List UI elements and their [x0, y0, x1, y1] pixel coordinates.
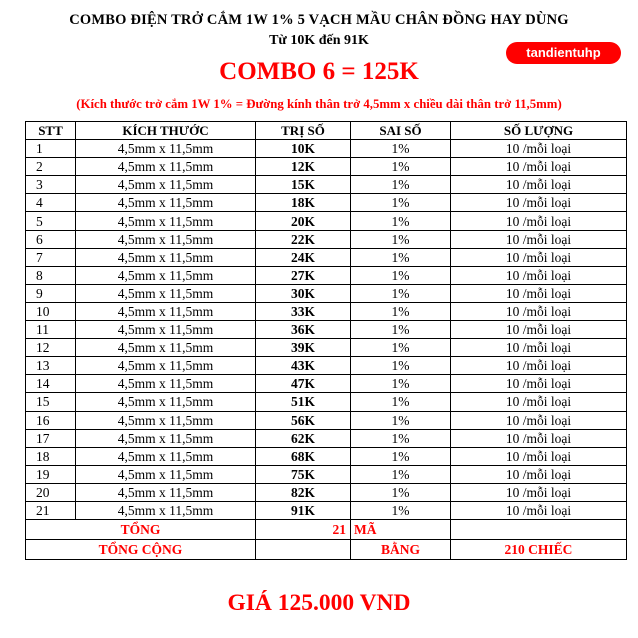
total-empty [451, 520, 627, 540]
quantity-cell: 10 /mỗi loại [451, 321, 627, 339]
stt-cell: 21 [26, 501, 76, 519]
value-cell: 27K [256, 266, 351, 284]
table-row [26, 447, 627, 465]
stt-cell: 1 [26, 140, 76, 158]
size-cell: 4,5mm x 11,5mm [76, 393, 256, 411]
value-cell: 47K [256, 375, 351, 393]
brand-badge: tandientuhp [506, 42, 621, 64]
value-cell: 18K [256, 194, 351, 212]
value-cell: 75K [256, 465, 351, 483]
quantity-cell: 10 /mỗi loại [451, 140, 627, 158]
stt-cell: 15 [26, 393, 76, 411]
quantity-cell: 10 /mỗi loại [451, 248, 627, 266]
table-row [26, 339, 627, 357]
total-unit: MÃ [351, 520, 451, 540]
header-value: TRỊ SỐ [256, 122, 351, 140]
stt-cell: 8 [26, 266, 76, 284]
value-cell: 24K [256, 248, 351, 266]
quantity-cell: 10 /mỗi loại [451, 158, 627, 176]
value-cell: 10K [256, 140, 351, 158]
table-row [26, 158, 627, 176]
stt-cell: 18 [26, 447, 76, 465]
table-row [26, 302, 627, 320]
tolerance-cell: 1% [351, 483, 451, 501]
grand-total-empty [256, 540, 351, 560]
tolerance-cell: 1% [351, 339, 451, 357]
value-cell: 82K [256, 483, 351, 501]
size-cell: 4,5mm x 11,5mm [76, 411, 256, 429]
header-size: KÍCH THƯỚC [76, 122, 256, 140]
stt-cell: 11 [26, 321, 76, 339]
size-cell: 4,5mm x 11,5mm [76, 176, 256, 194]
stt-cell: 5 [26, 212, 76, 230]
value-cell: 12K [256, 158, 351, 176]
size-cell: 4,5mm x 11,5mm [76, 321, 256, 339]
quantity-cell: 10 /mỗi loại [451, 266, 627, 284]
quantity-cell: 10 /mỗi loại [451, 176, 627, 194]
quantity-cell: 10 /mỗi loại [451, 501, 627, 519]
value-cell: 15K [256, 176, 351, 194]
table-row [26, 483, 627, 501]
value-cell: 51K [256, 393, 351, 411]
total-label: TỔNG [26, 520, 256, 540]
value-cell: 39K [256, 339, 351, 357]
quantity-cell: 10 /mỗi loại [451, 411, 627, 429]
quantity-cell: 10 /mỗi loại [451, 339, 627, 357]
tolerance-cell: 1% [351, 501, 451, 519]
stt-cell: 10 [26, 302, 76, 320]
tolerance-cell: 1% [351, 140, 451, 158]
stt-cell: 14 [26, 375, 76, 393]
grand-total-value: 210 CHIẾC [451, 540, 627, 560]
grand-total-label: TỔNG CỘNG [26, 540, 256, 560]
size-cell: 4,5mm x 11,5mm [76, 339, 256, 357]
tolerance-cell: 1% [351, 266, 451, 284]
combo-price-heading: COMBO 6 = 125K [219, 58, 419, 85]
stt-cell: 2 [26, 158, 76, 176]
table-row [26, 248, 627, 266]
table-row [26, 411, 627, 429]
page-title: COMBO ĐIỆN TRỞ CẮM 1W 1% 5 VẠCH MẦU CHÂN ĐỒNG HAY DÙNG [69, 12, 569, 28]
size-cell: 4,5mm x 11,5mm [76, 194, 256, 212]
resistor-table [25, 121, 627, 560]
header-stt: STT [26, 122, 76, 140]
stt-cell: 12 [26, 339, 76, 357]
tolerance-cell: 1% [351, 248, 451, 266]
table-row [26, 375, 627, 393]
value-cell: 36K [256, 321, 351, 339]
quantity-cell: 10 /mỗi loại [451, 429, 627, 447]
tolerance-cell: 1% [351, 321, 451, 339]
range-subtitle: Từ 10K đến 91K [269, 33, 369, 48]
size-cell: 4,5mm x 11,5mm [76, 140, 256, 158]
value-cell: 33K [256, 302, 351, 320]
tolerance-cell: 1% [351, 230, 451, 248]
quantity-cell: 10 /mỗi loại [451, 230, 627, 248]
stt-cell: 20 [26, 483, 76, 501]
value-cell: 68K [256, 447, 351, 465]
stt-cell: 3 [26, 176, 76, 194]
price-footer: GIÁ 125.000 VND [227, 590, 411, 616]
tolerance-cell: 1% [351, 194, 451, 212]
grand-total-row [26, 540, 627, 560]
table-row [26, 429, 627, 447]
size-cell: 4,5mm x 11,5mm [76, 375, 256, 393]
table-row [26, 465, 627, 483]
size-cell: 4,5mm x 11,5mm [76, 284, 256, 302]
quantity-cell: 10 /mỗi loại [451, 483, 627, 501]
tolerance-cell: 1% [351, 465, 451, 483]
size-cell: 4,5mm x 11,5mm [76, 158, 256, 176]
size-cell: 4,5mm x 11,5mm [76, 429, 256, 447]
tolerance-cell: 1% [351, 212, 451, 230]
value-cell: 20K [256, 212, 351, 230]
stt-cell: 17 [26, 429, 76, 447]
size-cell: 4,5mm x 11,5mm [76, 266, 256, 284]
value-cell: 62K [256, 429, 351, 447]
table-row [26, 212, 627, 230]
table-header-row [26, 122, 627, 140]
quantity-cell: 10 /mỗi loại [451, 212, 627, 230]
value-cell: 56K [256, 411, 351, 429]
size-cell: 4,5mm x 11,5mm [76, 212, 256, 230]
size-cell: 4,5mm x 11,5mm [76, 357, 256, 375]
size-note: (Kích thước trở cắm 1W 1% = Đường kính thân trở 4,5mm x chiều dài thân trở 11,5mm) [76, 97, 562, 111]
size-cell: 4,5mm x 11,5mm [76, 447, 256, 465]
table-row [26, 230, 627, 248]
table-row [26, 266, 627, 284]
total-count: 21 [256, 520, 351, 540]
tolerance-cell: 1% [351, 447, 451, 465]
value-cell: 43K [256, 357, 351, 375]
value-cell: 91K [256, 501, 351, 519]
tolerance-cell: 1% [351, 284, 451, 302]
stt-cell: 16 [26, 411, 76, 429]
quantity-cell: 10 /mỗi loại [451, 465, 627, 483]
size-cell: 4,5mm x 11,5mm [76, 248, 256, 266]
table-row [26, 321, 627, 339]
tolerance-cell: 1% [351, 411, 451, 429]
header-quantity: SỐ LƯỢNG [451, 122, 627, 140]
stt-cell: 9 [26, 284, 76, 302]
table-row [26, 357, 627, 375]
size-cell: 4,5mm x 11,5mm [76, 302, 256, 320]
tolerance-cell: 1% [351, 375, 451, 393]
tolerance-cell: 1% [351, 158, 451, 176]
stt-cell: 7 [26, 248, 76, 266]
tolerance-cell: 1% [351, 357, 451, 375]
quantity-cell: 10 /mỗi loại [451, 393, 627, 411]
tolerance-cell: 1% [351, 302, 451, 320]
quantity-cell: 10 /mỗi loại [451, 302, 627, 320]
tolerance-cell: 1% [351, 429, 451, 447]
total-row [26, 520, 627, 540]
size-cell: 4,5mm x 11,5mm [76, 465, 256, 483]
table-row [26, 393, 627, 411]
tolerance-cell: 1% [351, 393, 451, 411]
size-cell: 4,5mm x 11,5mm [76, 230, 256, 248]
size-cell: 4,5mm x 11,5mm [76, 483, 256, 501]
size-cell: 4,5mm x 11,5mm [76, 501, 256, 519]
stt-cell: 13 [26, 357, 76, 375]
quantity-cell: 10 /mỗi loại [451, 194, 627, 212]
value-cell: 30K [256, 284, 351, 302]
stt-cell: 19 [26, 465, 76, 483]
quantity-cell: 10 /mỗi loại [451, 375, 627, 393]
grand-total-equals: BẰNG [351, 540, 451, 560]
table-row [26, 140, 627, 158]
header-tolerance: SAI SỐ [351, 122, 451, 140]
table-row [26, 501, 627, 519]
table-row [26, 176, 627, 194]
stt-cell: 4 [26, 194, 76, 212]
table-row [26, 194, 627, 212]
value-cell: 22K [256, 230, 351, 248]
quantity-cell: 10 /mỗi loại [451, 357, 627, 375]
stt-cell: 6 [26, 230, 76, 248]
table-row [26, 284, 627, 302]
quantity-cell: 10 /mỗi loại [451, 284, 627, 302]
tolerance-cell: 1% [351, 176, 451, 194]
quantity-cell: 10 /mỗi loại [451, 447, 627, 465]
